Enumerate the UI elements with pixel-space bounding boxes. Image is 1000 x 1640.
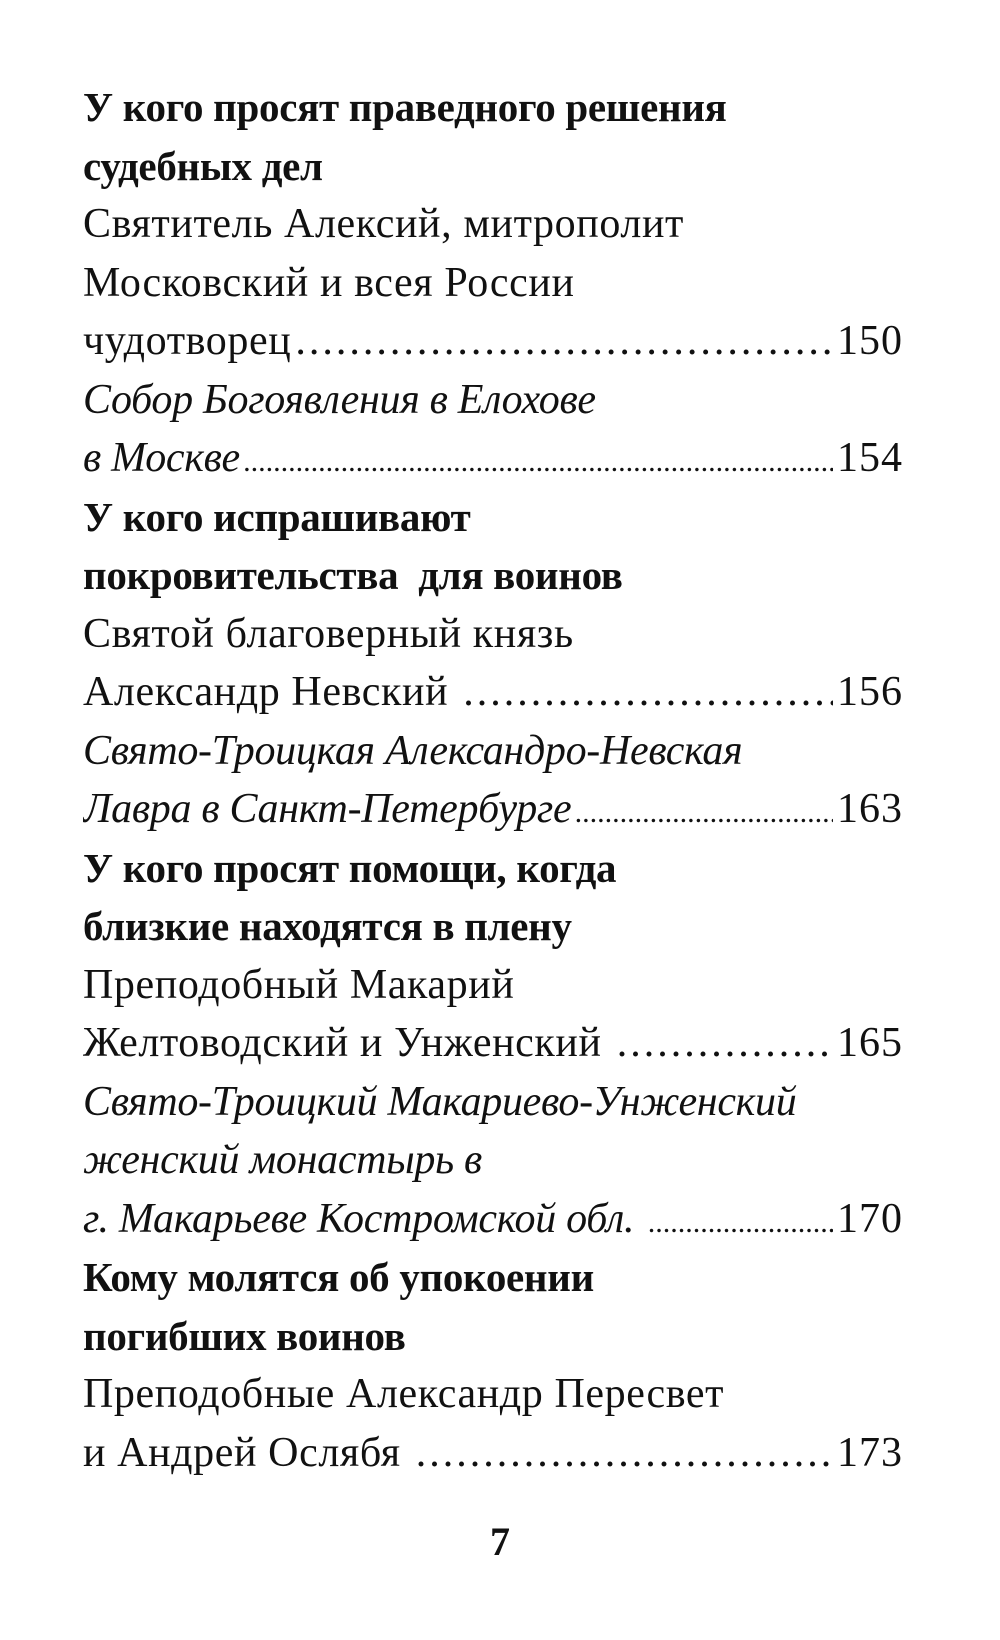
entry-line: Свято-Троицкая Александро-Невская	[83, 727, 743, 774]
section-heading: близкие находятся в плену	[83, 903, 572, 949]
toc-section	[83, 1248, 903, 1482]
page-reference: 154	[837, 435, 903, 481]
entry-line: Святитель Алексий, митрополит	[83, 201, 684, 247]
section-heading: погибших воинов	[83, 1312, 406, 1359]
dot-leader	[617, 1014, 833, 1073]
page-reference: 170	[837, 1195, 903, 1242]
section-heading: покровительства для воинов	[83, 552, 623, 598]
dot-leader	[416, 1424, 833, 1483]
table-of-contents	[83, 78, 903, 1482]
page-reference: 150	[837, 318, 903, 364]
section-heading: У кого просят праведного решения	[83, 84, 727, 130]
entry-line: Собор Богоявления в Елохове	[83, 376, 596, 423]
section-heading: У кого просят помощи, когда	[83, 844, 617, 891]
toc-section	[83, 839, 903, 1249]
entry-line: Свято-Троицкий Макариево-Унженский	[83, 1078, 797, 1125]
dot-leader	[463, 663, 833, 722]
section-heading: судебных дел	[83, 142, 323, 189]
entry-title: Александр Невский	[83, 669, 460, 715]
section-heading: Кому молятся об упокоении	[83, 1254, 594, 1300]
entry-title: Лавра в Санкт-Петербурге	[83, 786, 572, 832]
toc-entry[interactable]	[83, 1014, 903, 1073]
section-heading: У кого испрашивают	[83, 493, 471, 540]
page-reference: 173	[837, 1429, 903, 1476]
toc-entry[interactable]	[83, 429, 903, 488]
dot-leader	[575, 784, 833, 839]
entry-line: Преподобные Александр Пересвет	[83, 1371, 725, 1417]
dot-leader	[244, 433, 833, 488]
page-number: 7	[490, 1519, 510, 1564]
page-reference: 156	[837, 669, 903, 715]
entry-title: в Москве	[83, 435, 240, 481]
toc-entry[interactable]	[83, 1424, 903, 1483]
entry-line: женский монастырь в	[83, 1137, 482, 1183]
entry-line: Московский и всея России	[83, 259, 575, 306]
dot-leader	[295, 312, 833, 371]
entry-title: г. Макарьеве Костромской обл.	[83, 1195, 645, 1242]
entry-line: Святой благоверный князь	[83, 610, 574, 657]
page-reference: 163	[837, 786, 903, 832]
toc-entry[interactable]	[83, 1190, 903, 1249]
dot-leader	[648, 1194, 833, 1249]
page-reference: 165	[837, 1020, 903, 1066]
entry-title: чудотворец	[83, 318, 292, 364]
toc-section	[83, 488, 903, 839]
toc-section	[83, 78, 903, 488]
toc-entry[interactable]	[83, 312, 903, 371]
toc-entry[interactable]	[83, 663, 903, 722]
entry-title: Желтоводский и Унженский	[83, 1020, 613, 1066]
toc-entry[interactable]	[83, 780, 903, 839]
entry-line: Преподобный Макарий	[83, 961, 515, 1008]
entry-title: и Андрей Ослябя	[83, 1429, 412, 1476]
